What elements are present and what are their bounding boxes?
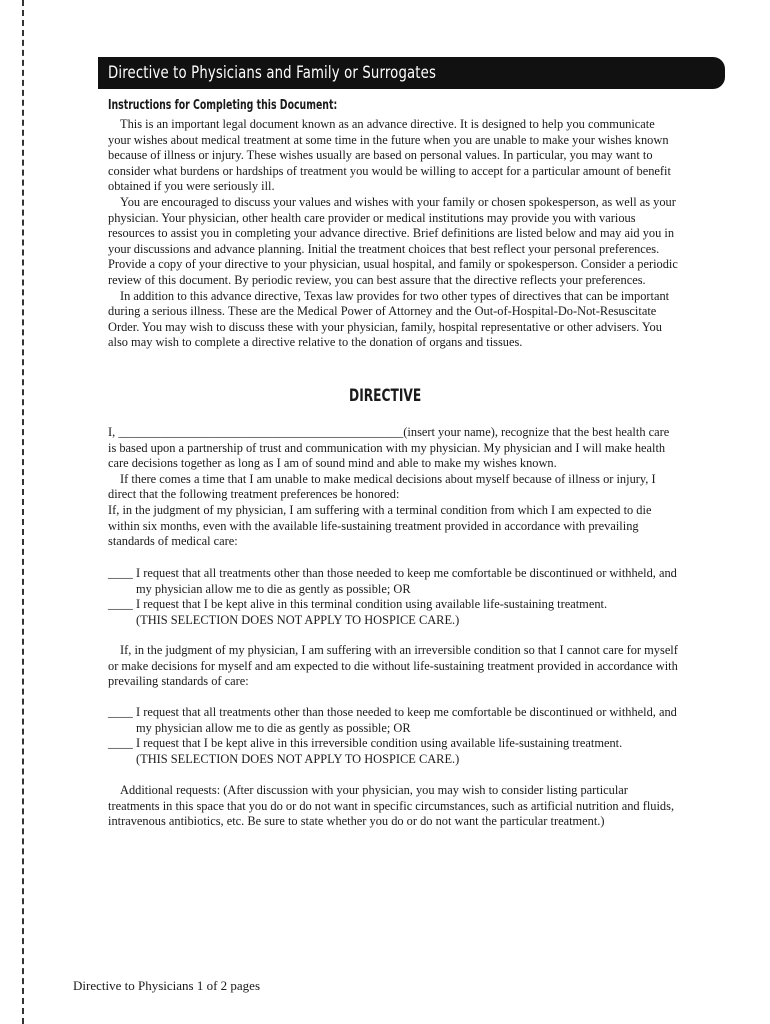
- terminal-condition-text: If, in the judgment of my physician, I am suffering with a terminal condition from which I am expected to die within six months, even with the available life-sustaining treatment provided in accordance with prevailing standards of medical care:: [108, 502, 652, 549]
- terminal-option-1: [108, 566, 678, 597]
- page-title: Directive to Physicians and Family or Surrogates: [108, 63, 437, 83]
- directive-heading: DIRECTIVE: [348, 386, 422, 406]
- option-text: I request that all treatments other than those needed to keep me comfortable be discontinued or withheld, and my physician allow me to die as gently as possible; OR: [136, 705, 677, 735]
- title-bar: [98, 57, 725, 89]
- option-note: (THIS SELECTION DOES NOT APPLY TO HOSPICE CARE.): [136, 612, 460, 627]
- page-footer: Directive to Physicians 1 of 2 pages: [73, 978, 261, 993]
- instructions-paragraph: You are encouraged to discuss your values and wishes with your family or chosen spokesperson, as well as your physician. Your physician, other health care provider or medical institutions may provide you with various resources to assist you in completing your advance directive. Brief definitions are listed below and may aid you in your discussions and advance planning. Initial the treatment choices that best reflect your personal preferences. Provide a copy of your directive to your physician, usual hospital, and family or spokesperson. Consider a periodic review of this document. By periodic review, you can best assure that the directive reflects your preferences.: [108, 194, 678, 287]
- irreversible-section: [108, 643, 678, 690]
- option-text: I request that I be kept alive in this irreversible condition using available life-sustaining treatment.: [136, 736, 623, 751]
- option-note: (THIS SELECTION DOES NOT APPLY TO HOSPICE CARE.): [136, 751, 460, 766]
- instructions-paragraph: This is an important legal document known as an advance directive. It is designed to help you communicate your wishes about medical treatment at some time in the future when you are unable to make your wishes known because of illness or injury. These wishes usually are based on personal values. In particular, you may want to consider what burdens or hardships of treatment you would be willing to accept for a particular amount of benefit obtained if you were seriously ill.: [108, 117, 671, 194]
- perforation-line: [22, 0, 24, 1024]
- initial-blank[interactable]: ____: [108, 736, 133, 751]
- initial-blank[interactable]: ____: [108, 566, 133, 580]
- additional-requests-text: Additional requests: (After discussion with your physician, you may wish to consider listing particular treatments in this space that you do or do not want in specific circumstances, such as artificial nutrition and fluids, intravenous antibiotics, etc. Be sure to state whether you do or do not want the particular treatment.): [108, 783, 675, 829]
- irreversible-options: [108, 705, 678, 767]
- initial-blank[interactable]: ____: [108, 705, 133, 719]
- irreversible-condition-text: If, in the judgment of my physician, I am suffering with an irreversible condition so that I cannot care for myself or make decisions for myself and am expected to die without life-sustaining treatment provided in accordance with prevailing standards of care:: [108, 643, 678, 689]
- irreversible-option-1: [108, 705, 678, 736]
- directive-section: [108, 425, 678, 550]
- initial-blank[interactable]: ____: [108, 597, 133, 612]
- terminal-options: [108, 566, 678, 628]
- instructions-heading: Instructions for Completing this Document:: [108, 98, 338, 113]
- option-text: I request that all treatments other than those needed to keep me comfortable be discontinued or withheld, and my physician allow me to die as gently as possible; OR: [136, 566, 677, 596]
- option-text: I request that I be kept alive in this terminal condition using available life-sustaining treatment.: [136, 597, 608, 612]
- additional-requests-section: [108, 783, 678, 830]
- terminal-option-2: [108, 597, 678, 628]
- directive-intro: I, ______________________________________________(insert your name), recognize that the best health care is based upon a partnership of trust and communication with my physician. My physician and I will make health care decisions together as long as I am of sound mind and able to make my wishes known.: [108, 425, 670, 471]
- instructions-paragraph: In addition to this advance directive, Texas law provides for two other types of directives that can be important during a serious illness. These are the Medical Power of Attorney and the Out-of-Hospital-Do-Not-Resuscitate Order. You may wish to discuss these with your physician, family, hospital representative or other advisers. You also may wish to complete a directive relative to the donation of organs and tissues.: [108, 288, 670, 350]
- irreversible-option-2: [108, 736, 678, 767]
- directive-intro-2: If there comes a time that I am unable to make medical decisions about myself because of illness or injury, I direct that the following treatment preferences be honored:: [108, 471, 656, 502]
- instructions-section: [108, 117, 678, 351]
